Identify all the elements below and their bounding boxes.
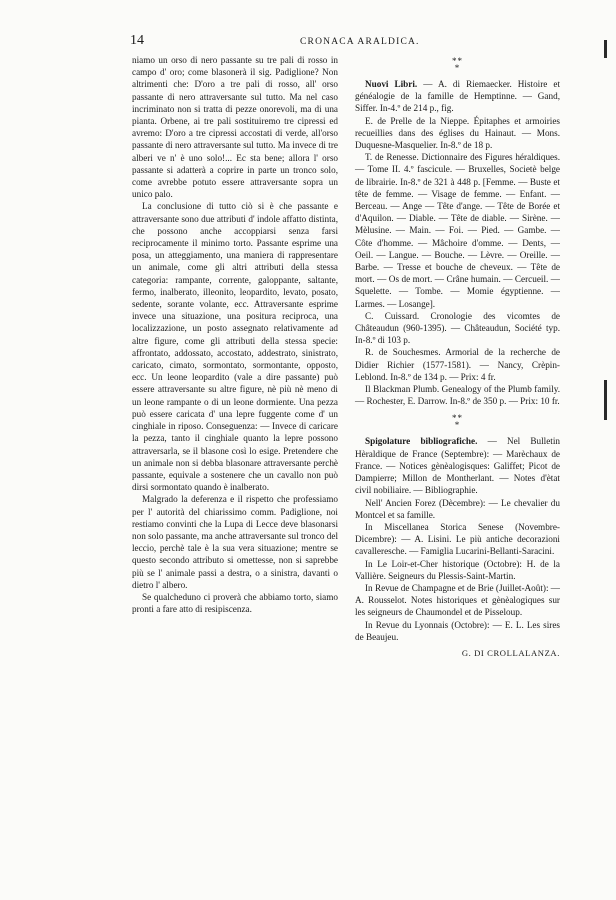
paragraph: La conclusione di tutto ciò si è che passante e attraversante sono due attributi d' indole affatto distinta, che possono anche accoppiarsi senza farsi reciprocamente il minimo torto. Passante esprime una posa, un atteggiamento, una maniera di rappresentare un animale, come gli altri attributi della stessa categoria: rampante, corrente, galoppante, saltante, fermo, inalberato, illeonito, leopardito, levato, posato, sedente, sorante volante, ecc. Attraversante esprime invece una situazione, una positura reciproca, una localizzazione, un posto assegnato relativamente ad altre figure, come gli attributi della stessa specie: affrontato, addossato, accostato, addestrato, sinistrato, caricato, cimato, sormontato, sormontante, opposto, ecc. Un leone leopardito (vale a dire passante) può essere attraversante su altre figure, nè più nè meno di un leone rampante o di un leone dormiente. Una pezza può essere caricata d' una lepre fuggente come d' un cinghiale in riposo. Conseguenza: — Invece di caricare la pezza, tanto il cinghiale quanto la lepre possono attraversarla, se il blasone così lo esige. Pretendere che un animale non si debba blasonare attraversante perchè passante, equivale a sostenere che un cavallo non può dirsi sormontato quando è inalberato.	[132, 201, 338, 493]
section-heading-nuovi-libri: Nuovi Libri.	[365, 79, 418, 89]
page-edge-mark	[604, 380, 607, 420]
biblio-entry: In Le Loir-et-Cher historique (Octobre): H. de la Vallière. Seigneurs du Plessis-Saint-Martin.	[355, 558, 560, 581]
author-signature: G. DI CROLLALANZA.	[461, 647, 560, 658]
paragraph: Malgrado la deferenza e il rispetto che professiamo per l' autorità del chiarissimo comm. Padiglione, noi restiamo convinti che la Lupa di Lecce deve blasonarsi non solo passante, ma anche attraversante sul tronco del leccio, perchè tale è la sua vera situazione; mentre se questo secondo attributo si omettesse, non si saprebbe più se l' animale passi a destra, o a sinistra, davanti o dietro l' albero.	[132, 494, 338, 590]
running-title: CRONACA ARALDICA.	[300, 37, 420, 47]
book-entry	[355, 78, 560, 115]
biblio-entry	[355, 435, 560, 496]
section-heading-spigolature: Spigolature bibliografiche.	[365, 436, 478, 447]
paragraph: Se qualcheduno ci proverà che abbiamo torto, siamo pronti a fare atto di resipiscenza.	[132, 591, 338, 615]
left-column	[132, 54, 338, 615]
asterism-ornament: ** *	[452, 56, 463, 73]
book-entry: Il Blackman Plumb. Genealogy of the Plumb family. — Rochester, E. Darrow. In-8.º de 350 p. — Prix: 10 fr.	[355, 384, 560, 407]
book-entry: C. Cuissard. Cronologie des vicomtes de Châteaudun (960-1395). — Châteaudun, Société typ. In-8.º di 103 p.	[355, 310, 560, 346]
biblio-entry: Nell' Ancien Forez (Dècembre): — Le chevalier du Montcel et sa famille.	[355, 497, 560, 520]
paragraph: niamo un orso di nero passante su tre pali di rosso in campo d' oro; come blasonerà il sig. Padiglione? Non altrimenti che: D'oro a tre pali di rosso, all' orso passante di nero attraversante sul tutto. Ma nel caso incriminato non si tratta di pezze onorevoli, ma di una pianta. Orbene, ai tre pali sostituiremo tre cipressi ed avremo: D'oro a tre cipressi accostati di verde, all'orso passante di nero attraversante sul tutto. Ma invece di tre alberi ve n' è uno solo!... Ec sta bene; allora l' orso passante si adatterà a coprire in parte un tronco solo, come avrebbe potuto essere attraversante sopra un unico palo.	[132, 55, 338, 200]
book-entry-text: — A. di Riemaecker. Histoire et généalogie de la famille de Hemptinne. — Gand, Siffer. In-4.º de 214 p., fig.	[355, 79, 561, 114]
biblio-entry: In Miscellanea Storica Senese (Novembre-Dicembre): — A. Lisini. Le più antiche decorazioni cavalleresche. — Famiglia Lucarini-Bellanti-Saracini.	[355, 521, 560, 557]
page-number: 14	[130, 33, 144, 48]
page-edge-mark	[604, 40, 607, 58]
right-column	[355, 54, 560, 659]
book-entry: T. de Renesse. Dictionnaire des Figures héraldiques. — Tome II. 4.º fascicule. — Bruxelles, Societè belge de librairie. In-8.º de 321 à 448 p. [Femme. — Buste et tête de femme. — Visage de femme. — Enfant. — Berceau. — Ange — Tête d'ange. — Tête de Borée et d'Aquilon. — Diable. — Tête de diable. — Sirène. — Mèlusine. — Main. — Foi. — Pied. — Gambe. — Côte d'homme. — Mâchoire d'omme. — Dents, — Oeil. — Langue. — Bouche. — Lèvre. — Oreille. — Barbe. — Tresse et bouche de cheveux. — Tête de mort. — Os de mort. — Crâne humain. — Cercueil. — Squelette. — Tombe. — Momie égyptienne. — Larmes. — Losange].	[355, 152, 560, 309]
biblio-entry: In Revue de Champagne et de Brie (Juillet-Août): — A. Rousselot. Notes historiques et gènèalogiques sur les seigneurs de Chaumondel et de Pisseloup.	[355, 582, 560, 618]
biblio-entry: In Revue du Lyonnais (Octobre): — E. L. Les sires de Beaujeu.	[355, 619, 560, 642]
biblio-entry-text: — Nel Bulletin Hèraldique de France (Septembre): — Marèchaux de France. — Notices gènèalogisques: Galiffet; Picot de Dampierre; Millon de Montherlant. — Notes d'ètat civil nobiliaire. — Bibliographie.	[355, 436, 560, 496]
book-entry: R. de Souchesmes. Armorial de la recherche de Didier Richier (1577-1581). — Nancy, Crèpin-Leblond. In-8.º de 134 p. — Prix: 4 fr.	[355, 347, 560, 382]
book-entry: E. de Prelle de la Nieppe. Épitaphes et armoiries recueillies dans des églises du Hainaut. — Mons. Duquesne-Masquelier. In-8.º de 18 p.	[355, 115, 560, 151]
asterism-ornament: ** *	[452, 413, 463, 431]
